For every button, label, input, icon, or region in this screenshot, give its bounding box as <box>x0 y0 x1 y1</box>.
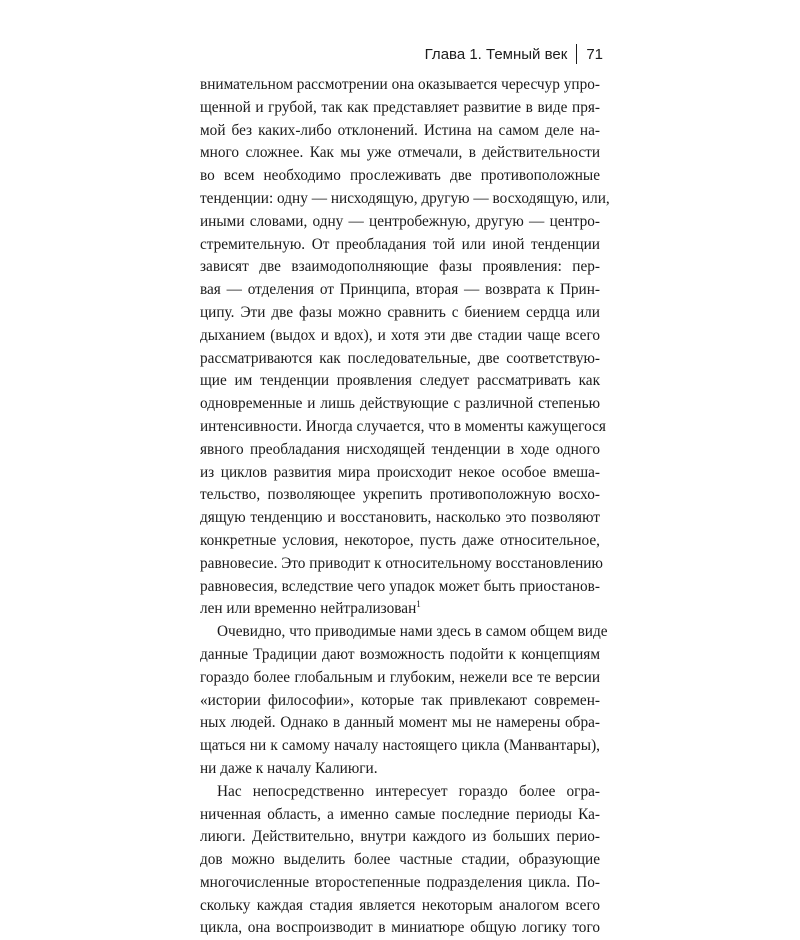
text-line: скольку каждая стадия является некоторым аналогом всего <box>200 896 600 914</box>
text-line: гораздо более глобальным и глубоким, нежели все те версии <box>200 668 600 686</box>
text-line: лиюги. Действительно, внутри каждого из больших перио- <box>200 828 600 846</box>
text-line: тельство, позволяющее укрепить противоположную восхо- <box>200 486 600 504</box>
text-line: внимательном рассмотрении она оказывается чересчур упро- <box>200 76 600 93</box>
text-line: «истории философии», которые так привлекают современ- <box>200 691 600 709</box>
text-line: ципу. Эти две фазы можно сравнить с биением сердца или <box>200 303 600 321</box>
text-line: зависят две взаимодополняющие фазы проявления: пер- <box>200 258 600 276</box>
text-line: во всем необходимо прослеживать две противоположные <box>200 167 600 185</box>
running-header <box>425 41 603 67</box>
text-line: щаться ни к самому началу настоящего цикла (Манвантары), <box>200 737 600 755</box>
paragraph-3 <box>200 781 600 940</box>
text-line-with-footnote <box>200 598 600 621</box>
header-divider <box>576 44 577 64</box>
text-line: дящую тенденцию и восстановить, насколько это позволяют <box>200 509 600 527</box>
text-line: конкретные условия, некоторое, пусть даже относительное, <box>200 531 600 549</box>
text-line: ни даже к началу Калиюги. <box>200 759 378 777</box>
text-line: равновесия, вследствие чего упадок может быть приостанов- <box>200 577 600 595</box>
text-line: цикла, она воспроизводит в миниатюре общую логику того <box>200 919 600 937</box>
text-line: иными словами, одну — центробежную, другую — центро- <box>200 212 600 230</box>
text-line: Нас непосредственно интересует гораздо более огра- <box>217 782 600 800</box>
text-line: явного преобладания нисходящей тенденции в ходе одного <box>200 440 600 458</box>
text-line: равновесие. Это приводит к относительному восстановлению <box>200 554 603 572</box>
text-line: рассматриваются как последовательные, две соответствую- <box>200 349 600 367</box>
text-line: дыханием (выдох и вдох), и хотя эти две стадии чаще всего <box>200 326 600 344</box>
text-line: вая — отделения от Принципа, вторая — возврата к Прин- <box>200 281 600 299</box>
page-number: 71 <box>586 45 603 63</box>
text-line: ных людей. Однако в данный момент мы не намерены обра- <box>200 714 600 732</box>
text-line: щенной и грубой, так как представляет развитие в виде пря- <box>200 98 600 116</box>
text-line: интенсивности. Иногда случается, что в моменты кажущегося <box>200 417 606 435</box>
text-line: мой без каких-либо отклонений. Истина на самом деле на- <box>200 121 600 139</box>
text-line: стремительную. От преобладания той или иной тенденции <box>200 235 600 253</box>
text-line: данные Традиции дают возможность подойти к концепциям <box>200 645 600 663</box>
text-line: многочисленные второстепенные подразделения цикла. По- <box>200 873 600 891</box>
text-line: щие им тенденции проявления следует рассматривать как <box>200 372 600 390</box>
text-line: одновременные и лишь действующие с различной степенью <box>200 395 600 413</box>
text-line: ниченная область, а именно самые последние периоды Ка- <box>200 805 600 823</box>
text-line-content: лен или временно нейтрализован <box>200 600 417 618</box>
paragraph-2 <box>200 621 608 781</box>
text-line: из циклов развития мира происходит некое особое вмеша- <box>200 463 600 481</box>
body-text <box>200 74 610 940</box>
text-line: много сложнее. Как мы уже отмечали, в действительности <box>200 144 600 162</box>
paragraph-1 <box>200 74 610 621</box>
text-line: дов можно выделить более частные стадии, образующие <box>200 851 600 869</box>
footnote-marker[interactable]: 1 <box>416 599 421 610</box>
chapter-title: Глава 1. Темный век <box>424 45 568 63</box>
text-line: Очевидно, что приводимые нами здесь в самом общем виде <box>217 623 608 641</box>
text-line: тенденции: одну — нисходящую, другую — восходящую, или, <box>200 189 610 207</box>
